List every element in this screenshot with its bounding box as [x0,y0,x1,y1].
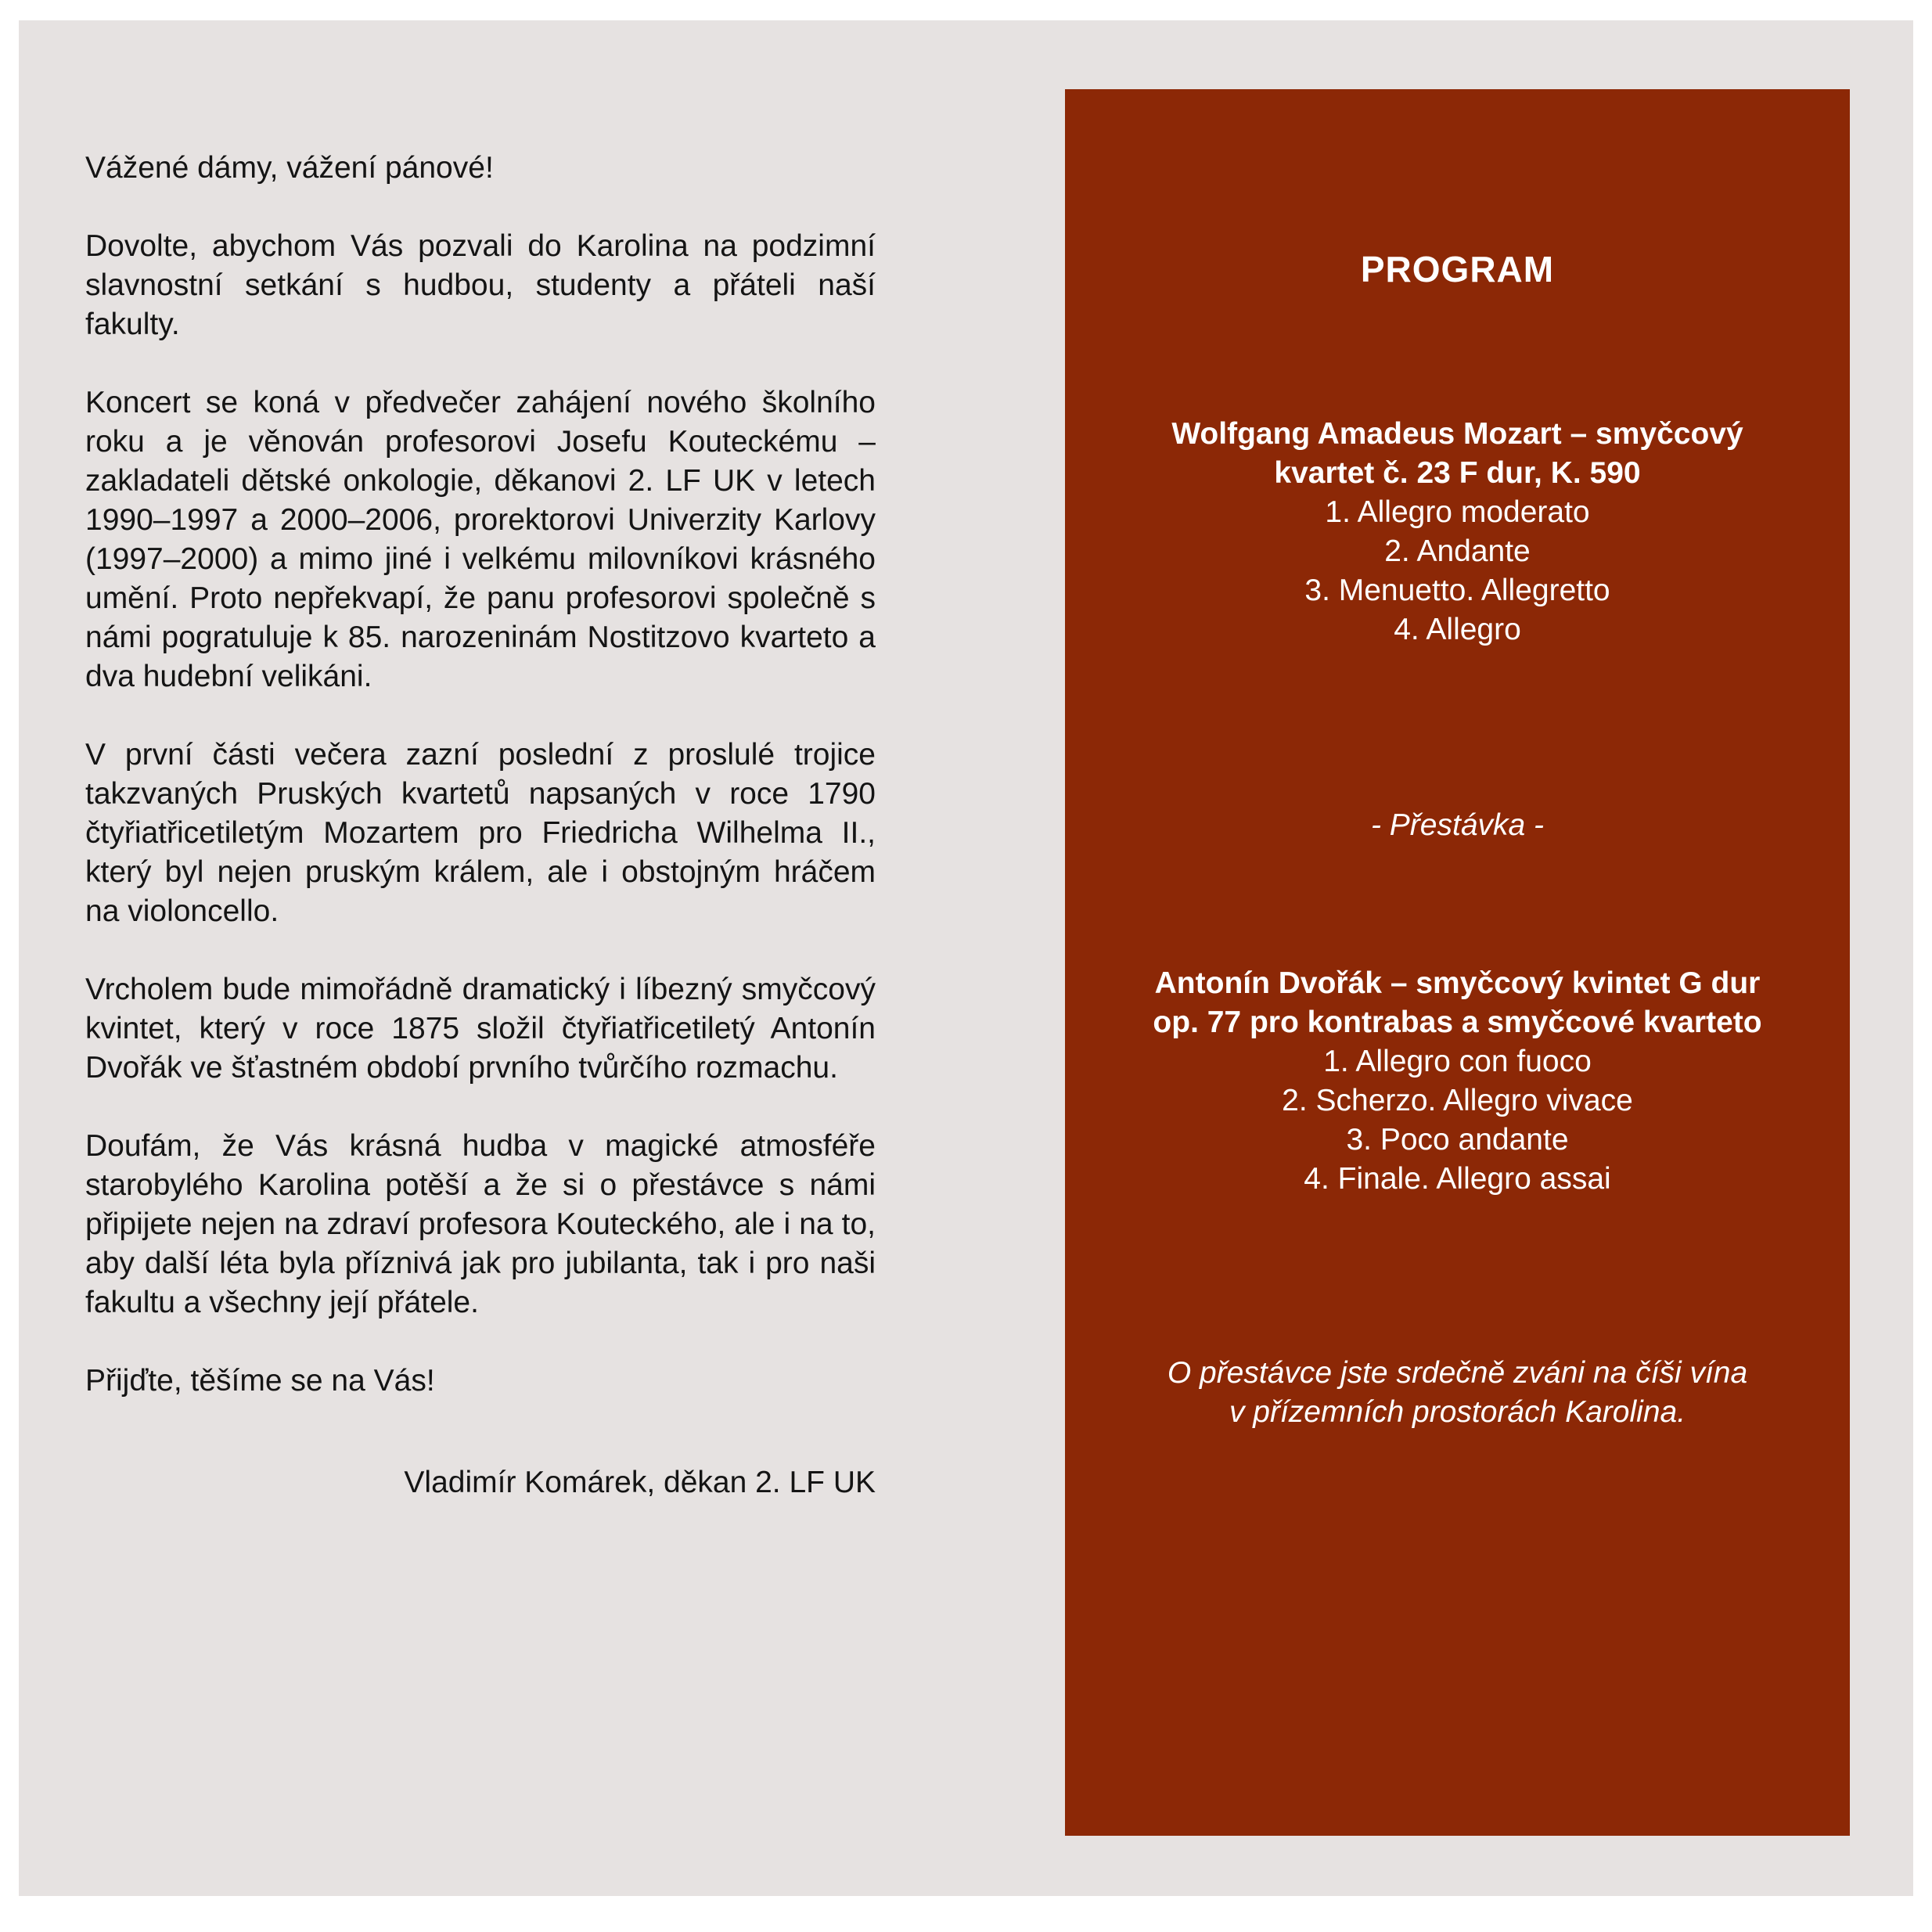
wine-invitation-note [1112,1354,1803,1432]
letter-closing: Přijďte, těšíme se na Vás! [85,1364,435,1398]
letter-signature: Vladimír Komárek, děkan 2. LF UK [404,1466,876,1499]
program-title: PROGRAM [1360,249,1555,290]
footnote-line: v přízemních prostorách Karolina. [1229,1395,1686,1429]
invitation-letter [85,149,876,1502]
intermission-label: - Přestávka - [1370,808,1545,842]
program-work-mozart [1112,415,1803,649]
letter-paragraph: Vrcholem bude mimořádně dramatický i líbezný smyčcový kvintet, který v roce 1875 složil čtyřiatřicetiletý Antonín Dvořák ve šťastném období prvního tvůrčího rozmachu. [85,973,876,1085]
letter-paragraph: Doufám, že Vás krásná hudba v magické atmosféře starobylého Karolina potěší a že si o přestávce s námi připijete nejen na zdraví profesora Kouteckého, ale i na to, aby další léta byla příznivá jak pro jubilanta, tak i pro naši fakultu a všechny její přátele. [85,1129,876,1319]
movement-item: 3. Menuetto. Allegretto [1304,574,1610,607]
movement-item: 2. Scherzo. Allegro vivace [1282,1084,1633,1117]
movement-list [1112,493,1803,649]
work-title [1112,964,1803,1042]
invitation-sheet [19,20,1913,1896]
letter-paragraph: V první části večera zazní poslední z proslulé trojice takzvaných Pruských kvartetů napsaných v roce 1790 čtyřiatřicetiletým Mozartem pro Friedricha Wilhelma II., který byl nejen pruským králem, ale i obstojným hráčem na violoncello. [85,738,876,928]
movement-item: 2. Andante [1384,534,1531,568]
movement-item: 3. Poco andante [1346,1123,1569,1157]
work-title-line: kvartet č. 23 F dur, K. 590 [1274,456,1641,490]
letter-greeting: Vážené dámy, vážení pánové! [85,151,494,185]
movement-item: 4. Finale. Allegro assai [1304,1162,1611,1196]
movement-item: 1. Allegro con fuoco [1323,1045,1592,1078]
footnote-line: O přestávce jste srdečně zváni na číši vína [1167,1356,1748,1390]
movement-item: 1. Allegro moderato [1325,495,1590,529]
program-work-dvorak [1112,964,1803,1199]
letter-paragraph: Dovolte, abychom Vás pozvali do Karolina na podzimní slavnostní setkání s hudbou, studenty a přáteli naší fakulty. [85,229,876,341]
program-panel [1065,89,1850,1836]
work-title [1112,415,1803,493]
work-title-line: op. 77 pro kontrabas a smyčcové kvarteto [1153,1006,1762,1039]
letter-paragraph: Koncert se koná v předvečer zahájení nového školního roku a je věnován profesorovi Josefu Kouteckému – zakladateli dětské onkologie, děkanovi 2. LF UK v letech 1990–1997 a 2000–2006, prorektorovi Univerzity Karlovy (1997–2000) a mimo jiné i velkému milovníkovi krásného umění. Proto nepřekvapí, že panu profesorovi společně s námi pogratuluje k 85. narozeninám Nostitzovo kvarteto a dva hudební velikáni. [85,386,876,693]
movement-list [1112,1042,1803,1199]
work-title-line: Wolfgang Amadeus Mozart – smyčcový [1171,417,1743,451]
movement-item: 4. Allegro [1394,613,1521,646]
work-title-line: Antonín Dvořák – smyčcový kvintet G dur [1154,966,1761,1000]
